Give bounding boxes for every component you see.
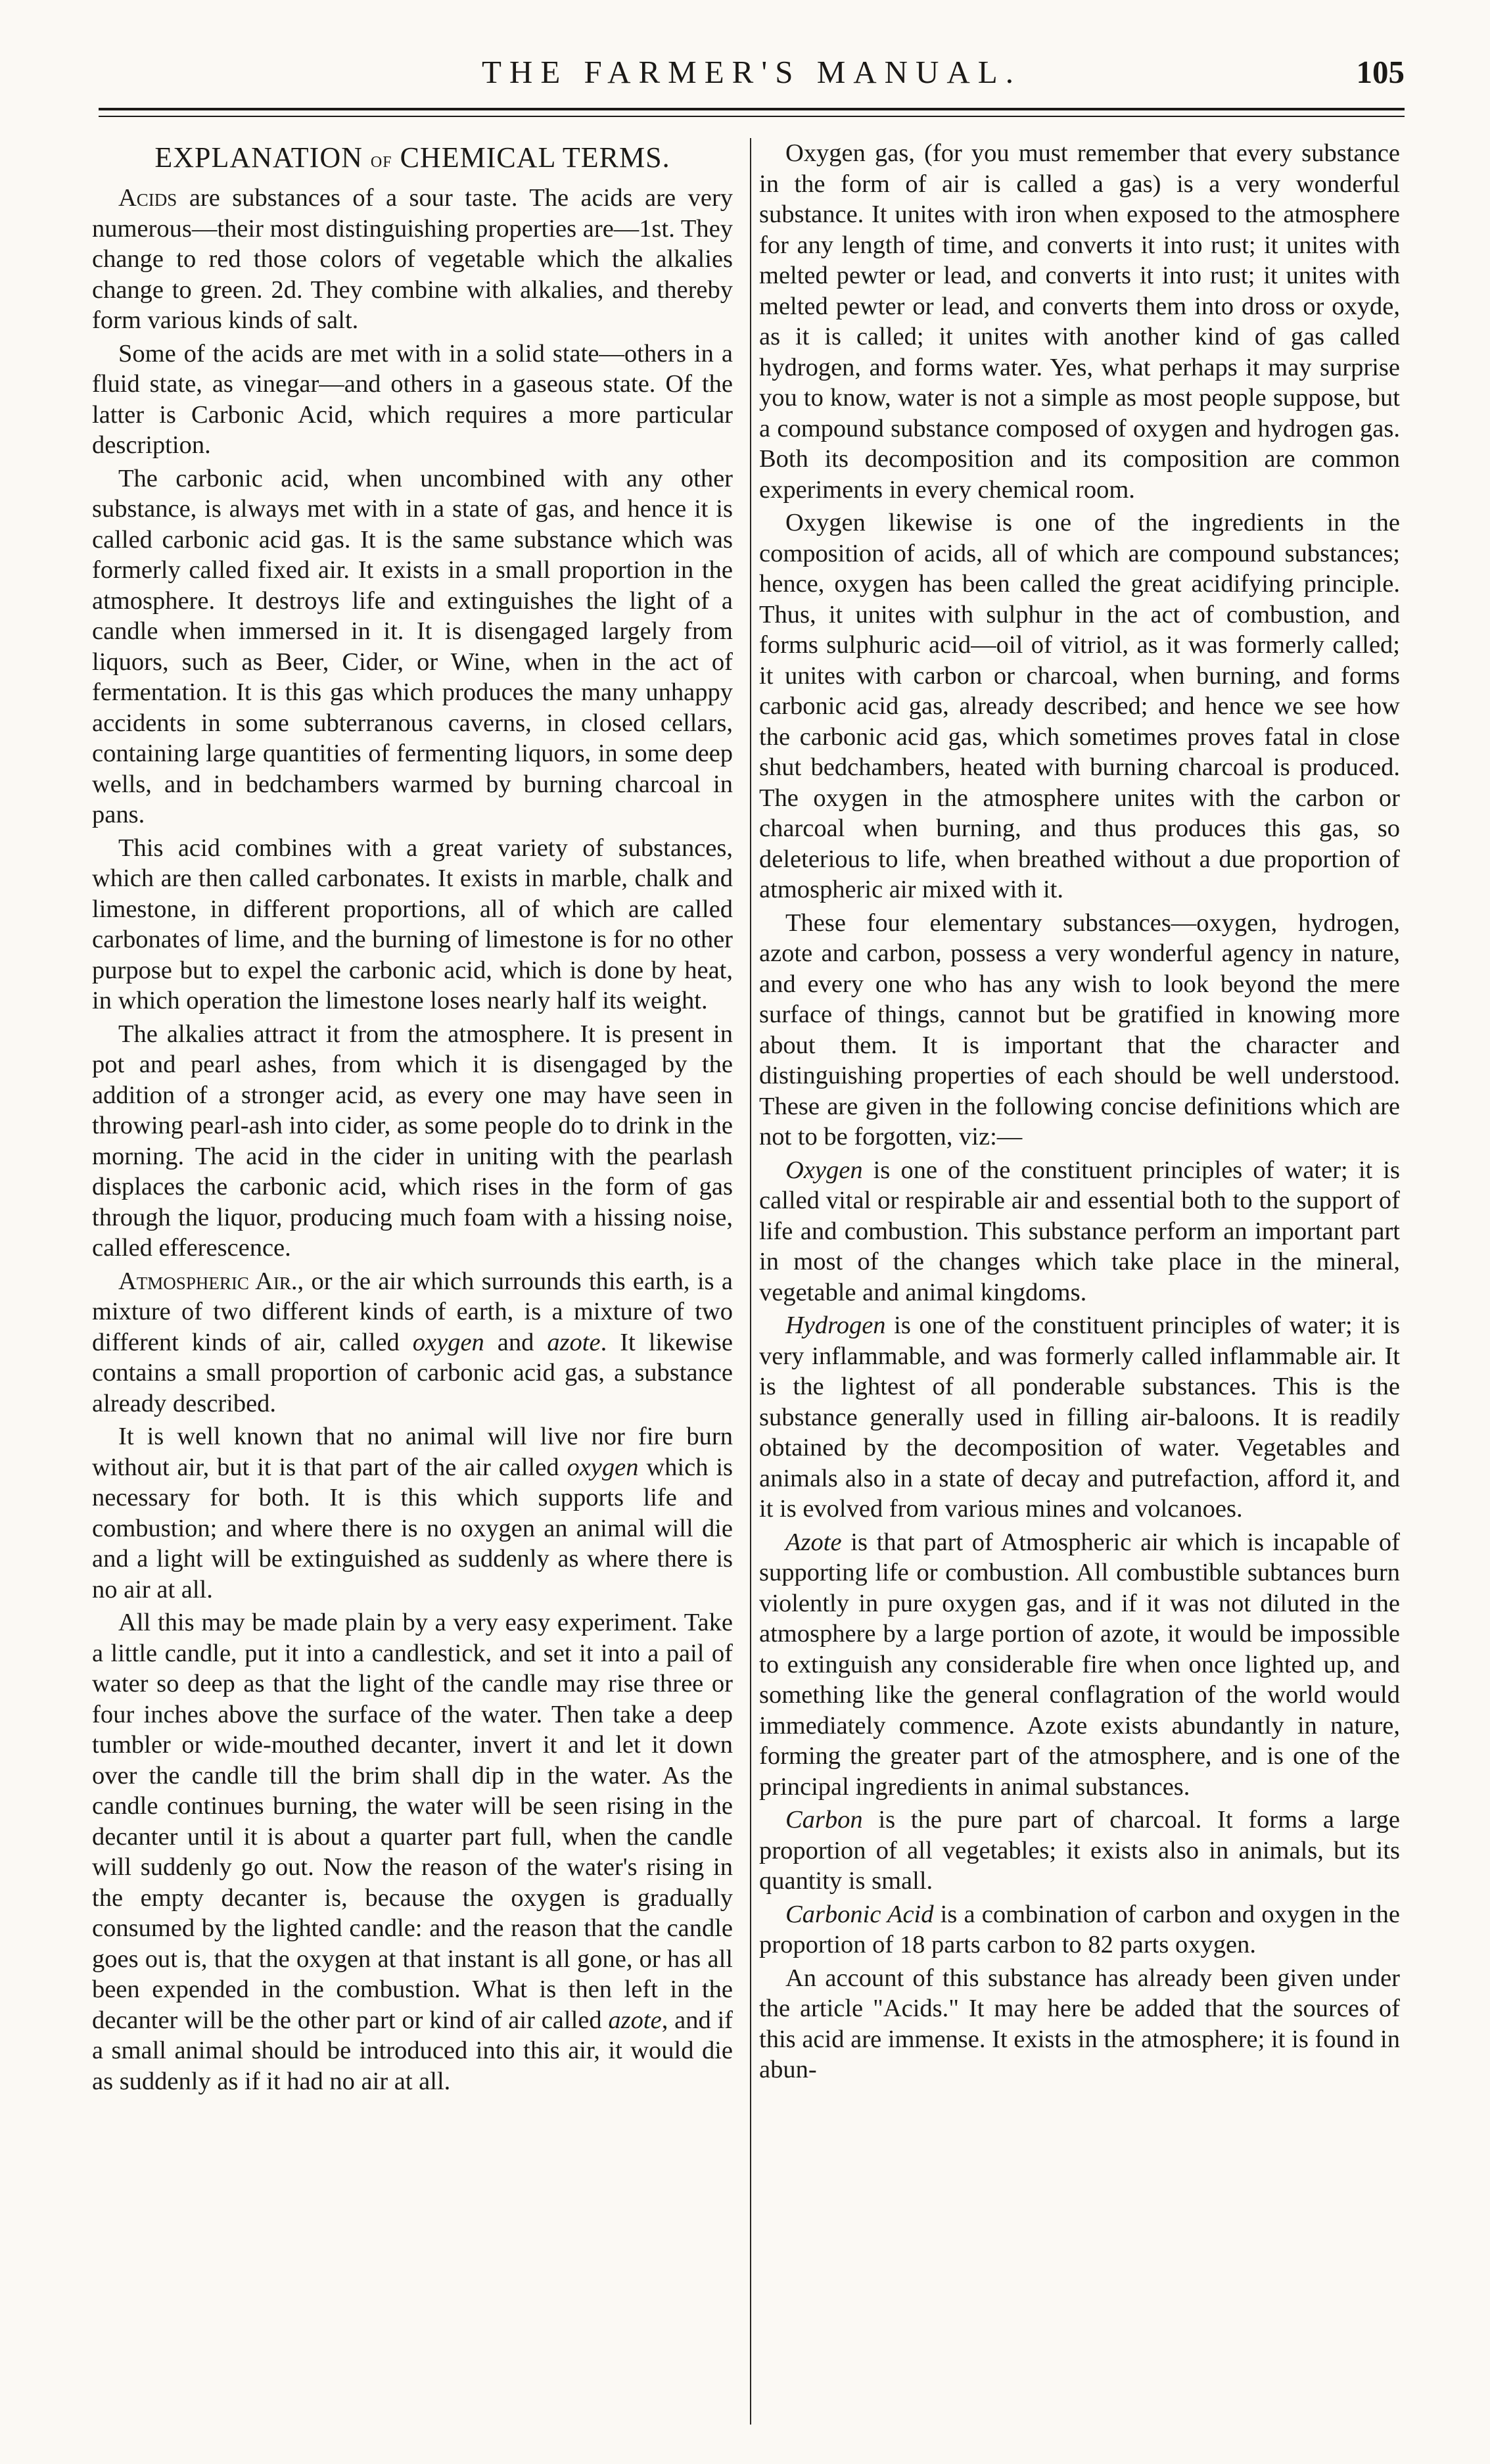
- paragraph-carbonic-acid: The carbonic acid, when uncombined with any other substance, is always met with in a state of gas, and hence it is called carbonic acid gas. It is the same substance which was formerly called fixed air. It exists in a small proportion in the atmosphere. It destroys life and extinguishes the light of a candle when immersed in it. It is disengaged largely from liquors, such as Beer, Cider, or Wine, when in the act of fermentation. It is this gas which produces the many unhappy accidents in some subterranous caverns, in closed cellars, containing large quantities of fermenting liquors, in some deep wells, and in bedchambers warmed by burning charcoal in pans.: [92, 464, 733, 828]
- left-column: [92, 138, 733, 2438]
- header-rule-thick: [99, 108, 1405, 110]
- term-oxygen-def: Oxygen: [785, 1156, 863, 1184]
- section-heading: [92, 138, 733, 180]
- no-animal-text-b: which is necessary for both. It is this which supports life and combustion; and where there is no oxygen an animal will die and a light will be extinguished as suddenly as where there is no air at all.: [92, 1453, 733, 1603]
- column-divider: [750, 138, 751, 2425]
- definition-hydrogen: [759, 1310, 1400, 1525]
- paragraph-alkalies: The alkalies attract it from the atmosphere. It is present in pot and pearl ashes, from which it is disengaged by the addition of a stronger acid, as every one may have seen in throwing pearl-ash into cider, as some people do to drink in the morning. The acid in the cider in uniting with the pearlash displaces the carbonic acid, which rises in the form of gas through the liquor, producing much foam with a hissing noise, called efferescence.: [92, 1020, 733, 1262]
- candle-text-a: All this may be made plain by a very easy experiment. Take a little candle, put it into a candlestick, and set it into a pail of water so deep as that the light of the candle may rise three or four inches above the surface of the water. Then take a deep tumbler or wide-mouthed decanter, invert it and let it down over the candle till the brim shall dip in the water. As the candle continues burning, the water will be seen rising in the decanter until it is about a quarter part full, when the candle will suddenly go out. Now the reason of the water's rising in the empty decanter is, because the oxygen is gradually consumed by the lighted candle: and the reason that the candle goes out is, that the oxygen at that instant is all gone, or has all been expended in the combustion. What is then left in the decanter will be the other part or kind of air called: [92, 1609, 733, 2034]
- page-number: 105: [1356, 54, 1405, 90]
- term-acids: Acids: [118, 184, 177, 212]
- definition-carbon-text: is the pure part of charcoal. It forms a large proportion of all vegetables; it exists also in animals, but its quantity is small.: [759, 1806, 1400, 1895]
- paragraph-no-animal-live: [92, 1421, 733, 1605]
- candle-text-b: , and if a small animal should be introduced into this air, it would die as suddenly as if it had no air at all.: [92, 2006, 733, 2095]
- right-column: [759, 138, 1400, 2438]
- definition-hydrogen-text: is one of the constituent principles of water; it is very inflammable, and was formerly called inflammable air. It is the lightest of all ponderable substances. This is the substance generally used in filling air-baloons. It is readily obtained by the decomposition of water. Vegetables and animals also in a state of decay and putrefaction, afford it, and it is evolved from various mines and volcanoes.: [759, 1312, 1400, 1523]
- paragraph-oxygen-acidifying: Oxygen likewise is one of the ingredients in the composition of acids, all of which are compound substances; hence, oxygen has been called the great acidifying principle. Thus, it unites with sulphur in the act of combustion, and forms sulphuric acid—oil of vitriol, as it was formerly called; it unites with carbon or charcoal, when burning, and forms carbonic acid gas, already described; and hence we see how the carbonic acid gas, which sometimes proves fatal in close shut bedchambers, heated with burning charcoal is produced. The oxygen in the atmosphere unites with the carbon or charcoal when burning, and thus produces this gas, so deleterious to life, when breathed without a due proportion of atmospheric air mixed with it.: [759, 509, 1400, 903]
- term-carbonic-acid-def: Carbonic Acid: [785, 1900, 934, 1928]
- definition-oxygen: [759, 1155, 1400, 1308]
- term-atmospheric-air: Atmospheric Air.: [118, 1267, 298, 1295]
- heading-word-explanation: EXPLANATION: [154, 141, 363, 174]
- term-azote-def: Azote: [785, 1528, 842, 1556]
- definition-carbonic-acid-text: is a combination of carbon and oxygen in the proportion of 18 parts carbon to 82 parts oxygen.: [759, 1900, 1400, 1958]
- term-azote-2: azote: [608, 2006, 662, 2034]
- term-hydrogen-def: Hydrogen: [785, 1312, 886, 1339]
- paragraph-acid-states: Some of the acids are met with in a solid state—others in a fluid state, as vinegar—and others in a gaseous state. Of the latter is Carbonic Acid, which requires a more particular description.: [92, 339, 733, 459]
- term-oxygen-2: oxygen: [567, 1453, 639, 1481]
- definition-oxygen-text: is one of the constituent principles of water; it is called vital or respirable air and essential both to the support of life and combustion. This substance perform an important part in most of the changes which take place in the mineral, vegetable and animal kingdoms.: [759, 1156, 1400, 1306]
- atmospheric-air-text-a: , or the air which surrounds this earth, is a mixture of two different kinds of earth, is a mixture of two different kinds of air, called: [92, 1267, 733, 1356]
- atmospheric-air-text-b: . It likewise contains a small proportion of carbonic acid gas, a substance already described.: [92, 1328, 733, 1417]
- paragraph-atmospheric-air: [92, 1266, 733, 1419]
- paragraph-oxygen-gas: Oxygen gas, (for you must remember that every substance in the form of air is called a gas) is a very wonderful substance. It unites with iron when exposed to the atmosphere for any length of time, and converts it into rust; it unites with melted pewter or lead, and converts it into rust; it unites with melted pewter or lead, and converts them into dross or oxyde, as it is called; it unites with another kind of gas called hydrogen, and forms water. Yes, what perhaps it may surprise you to know, water is not a simple as most people suppose, but a compound substance composed of oxygen and hydrogen gas. Both its decomposition and its composition are common experiments in every chemical room.: [759, 139, 1400, 504]
- term-azote: azote: [547, 1328, 601, 1356]
- paragraph-four-elements: These four elementary substances—oxygen, hydrogen, azote and carbon, possess a very wonderful agency in nature, and every one who has any wish to look beyond the mere surface of things, cannot but be gratified in knowing more about them. It is important that the character and distinguishing properties of each should be well understood. These are given in the following concise definitions which are not to be forgotten, viz:—: [759, 909, 1400, 1150]
- heading-word-chemical-terms: CHEMICAL TERMS.: [400, 141, 670, 174]
- heading-word-of: of: [370, 148, 392, 172]
- definition-azote-text: is that part of Atmospheric air which is incapable of supporting life or combustion. All combustible subtances burn violently in pure oxygen gas, and if it was not diluted in the atmosphere by a large portion of azote, it would be impossible to extinguish any considerable fire when once lighted up, and something like the general conflagration of the world would immediately commence. Azote exists abundantly in nature, forming the greater part of the atmosphere, and is one of the principal ingredients in animal substances.: [759, 1528, 1400, 1801]
- running-head: [99, 46, 1405, 99]
- term-carbon-def: Carbon: [785, 1806, 863, 1834]
- word-and: and: [497, 1328, 534, 1356]
- paragraph-acids: [92, 183, 733, 336]
- paragraph-account-substance: An account of this substance has already been given under the article "Acids." It may here be added that the sources of this acid are immense. It exists in the atmosphere; it is found in abun-: [759, 1964, 1400, 2083]
- paragraph-carbonates: This acid combines with a great variety of substances, which are then called carbonates. It exists in marble, chalk and limestone, in different proportions, all of which are called carbonates of lime, and the burning of limestone is for no other purpose but to expel the carbonic acid, which is done by heat, in which operation the limestone loses nearly half its weight.: [92, 834, 733, 1014]
- paragraph-acids-text: are substances of a sour taste. The acids are very numerous—their most distinguishing properties are—1st. They change to red those colors of vegetable which the alkalies change to green. 2d. They combine with alkalies, and thereby form various kinds of salt.: [92, 184, 733, 334]
- definition-azote: [759, 1527, 1400, 1803]
- definition-carbonic-acid: [759, 1899, 1400, 1960]
- running-title: THE FARMER'S MANUAL.: [482, 54, 1021, 90]
- no-animal-text-a: It is well known that no animal will live nor fire burn without air, but it is that part of the air called: [92, 1423, 733, 1481]
- paragraph-candle-experiment: [92, 1607, 733, 2097]
- term-oxygen: oxygen: [412, 1328, 484, 1356]
- definition-carbon: [759, 1805, 1400, 1897]
- header-rule-thin: [99, 116, 1405, 117]
